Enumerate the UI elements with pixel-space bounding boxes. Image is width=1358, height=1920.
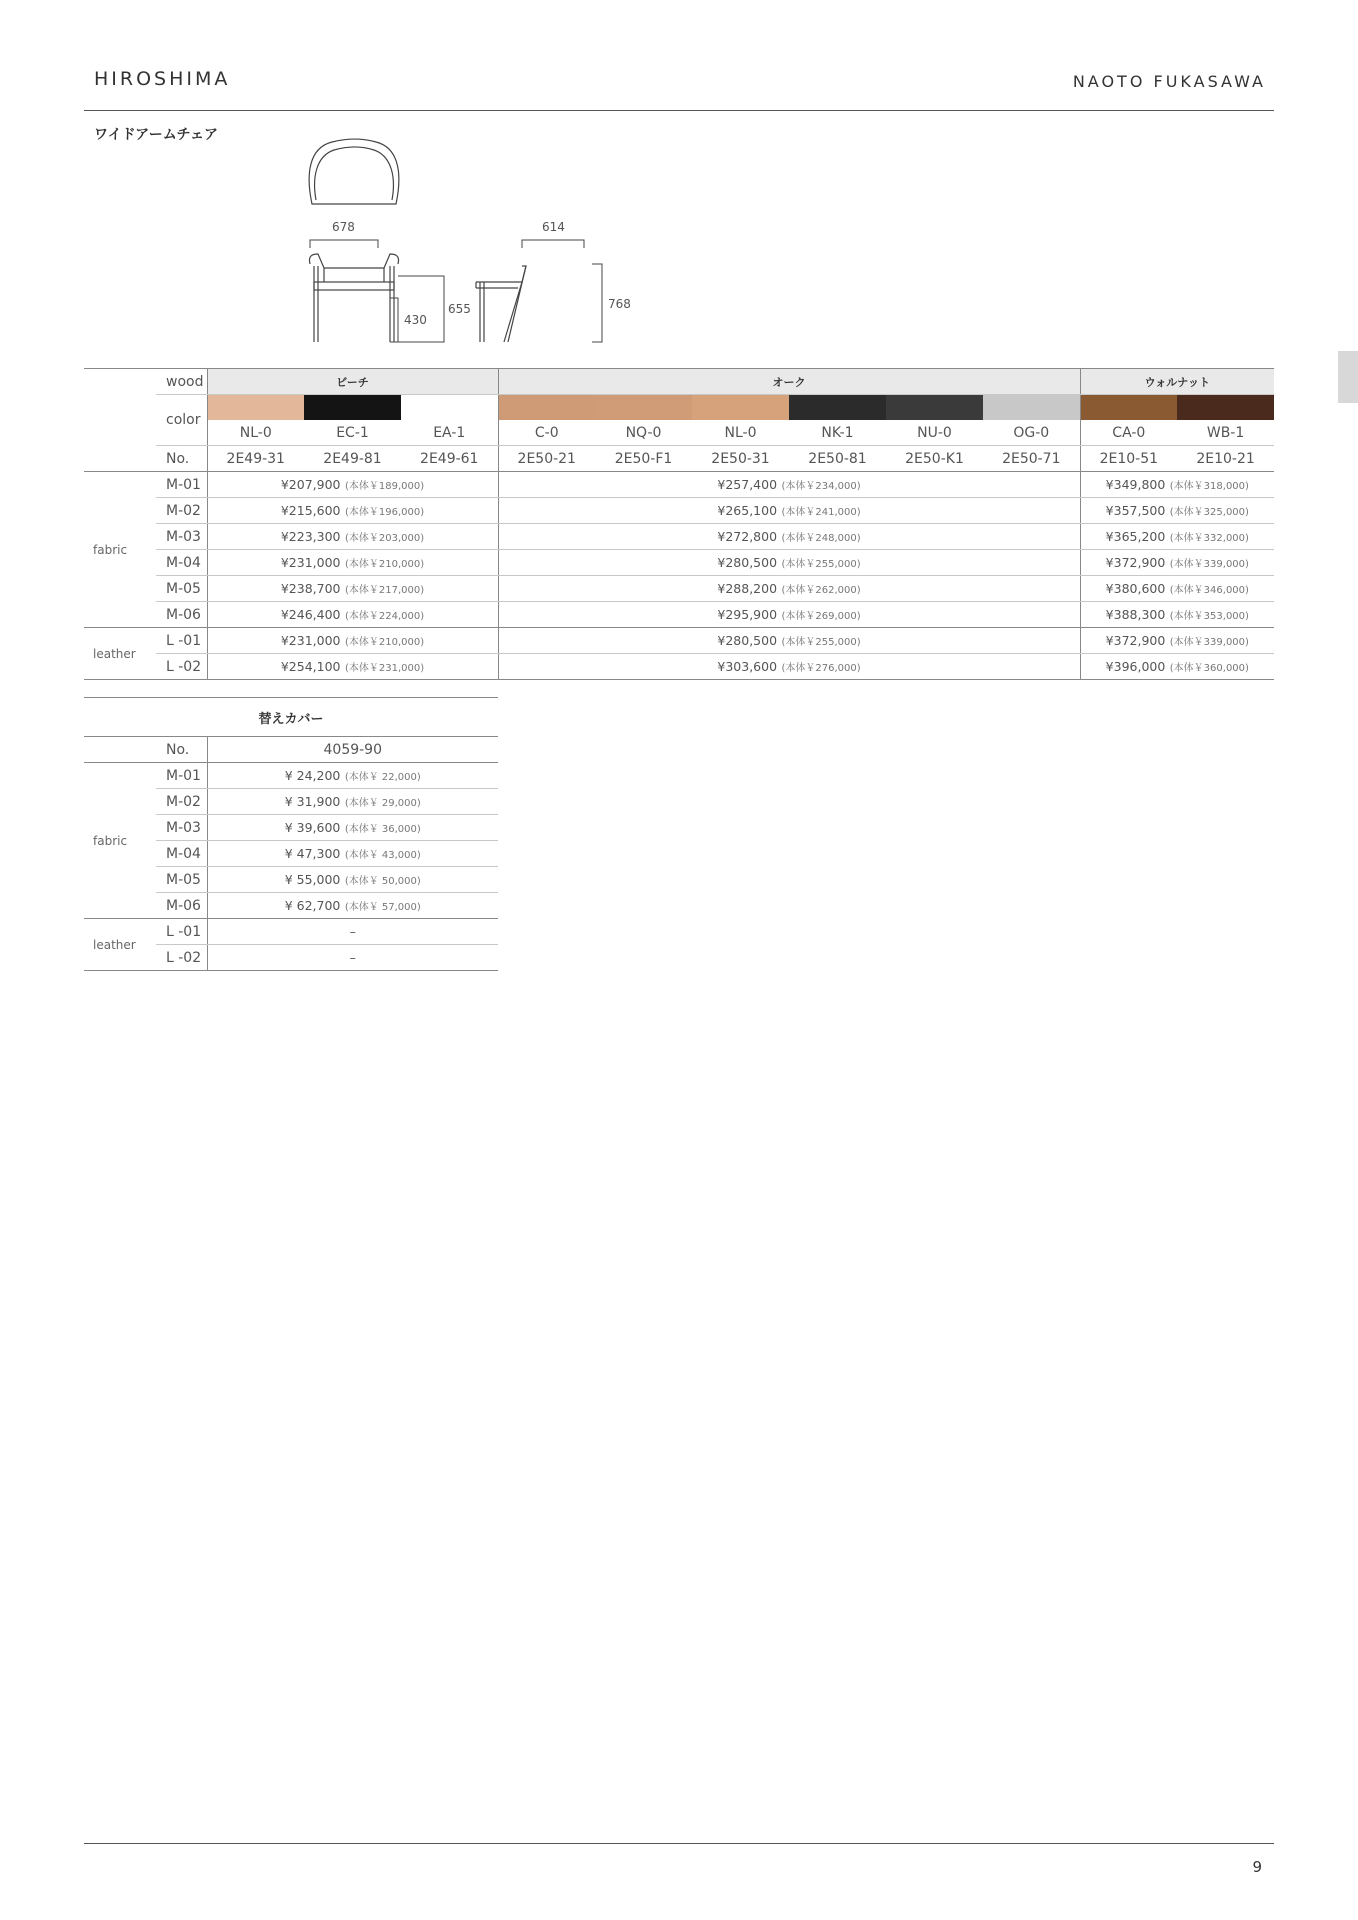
price-cell	[207, 763, 498, 789]
width-dim-label: 678	[332, 220, 355, 234]
swatch	[304, 395, 401, 421]
leather-category: leather	[84, 919, 156, 971]
fabric-category: fabric	[84, 763, 156, 919]
price: ¥223,300	[280, 528, 341, 544]
price-cell	[207, 576, 498, 602]
price-cell	[207, 498, 498, 524]
product-number: 2E50-21	[498, 446, 595, 472]
product-number: 2E10-21	[1177, 446, 1274, 472]
cover-title: 替えカバー	[84, 698, 498, 737]
depth-dim-label: 614	[542, 220, 565, 234]
price-excl-tax: (本体￥ 29,000)	[344, 797, 421, 809]
page-number: 9	[1252, 1858, 1262, 1876]
swatch	[1177, 395, 1274, 421]
price-excl-tax: (本体￥360,000)	[1169, 662, 1249, 674]
total-height-dimension	[592, 264, 602, 342]
price-cell	[498, 472, 1080, 498]
price-excl-tax: (本体￥196,000)	[344, 506, 425, 518]
price-cell	[207, 867, 498, 893]
color-code: NL-0	[692, 420, 789, 446]
price-cell	[498, 550, 1080, 576]
price-excl-tax: (本体￥189,000)	[344, 480, 425, 492]
price: ¥ 24,200	[284, 767, 341, 783]
price: ¥380,600	[1105, 580, 1166, 596]
wood-group-oak: オーク	[498, 369, 1080, 395]
price: ¥280,500	[717, 632, 778, 648]
price: ¥ 31,900	[284, 793, 341, 809]
upholstery-code: L -01	[156, 919, 207, 945]
product-number: 2E10-51	[1080, 446, 1177, 472]
product-number: 2E49-81	[304, 446, 401, 472]
price-cell	[1080, 498, 1274, 524]
price-excl-tax: (本体￥318,000)	[1169, 480, 1249, 492]
cover-number-corner	[84, 737, 156, 763]
price: ¥396,000	[1105, 658, 1166, 674]
price-cell	[1080, 576, 1274, 602]
price: ¥280,500	[717, 554, 778, 570]
chair-side-view	[476, 266, 526, 342]
price: ¥303,600	[717, 658, 778, 674]
price: ¥372,900	[1105, 632, 1166, 648]
price-cell	[498, 524, 1080, 550]
swatch	[983, 395, 1080, 421]
price-cell	[1080, 654, 1274, 680]
price: ¥215,600	[280, 502, 341, 518]
price-row	[84, 602, 1274, 628]
price: ¥272,800	[717, 528, 778, 544]
price-cell	[498, 498, 1080, 524]
brand-title: HIROSHIMA	[94, 68, 231, 90]
upholstery-code: M-06	[156, 602, 207, 628]
upholstery-code: M-02	[156, 498, 207, 524]
price-excl-tax: (本体￥269,000)	[781, 610, 861, 622]
price-rows	[84, 472, 1274, 680]
arm-height-label: 655	[448, 302, 471, 316]
price: ¥207,900	[280, 476, 341, 492]
cover-number: 4059-90	[207, 737, 498, 763]
price-cell	[207, 841, 498, 867]
price: ¥ 62,700	[284, 897, 341, 913]
price-row	[84, 628, 1274, 654]
price-cell	[1080, 628, 1274, 654]
number-corner	[84, 446, 156, 472]
product-name: ワイドアームチェア	[94, 127, 219, 143]
cover-number-row	[84, 737, 498, 763]
price-table	[84, 368, 1274, 680]
depth-dimension	[522, 240, 584, 248]
upholstery-code: M-03	[156, 524, 207, 550]
upholstery-code: M-02	[156, 789, 207, 815]
number-label: No.	[156, 446, 207, 472]
price-cell	[207, 945, 498, 971]
swatch	[207, 395, 304, 421]
price: ¥388,300	[1105, 606, 1166, 622]
price: ¥231,000	[280, 632, 341, 648]
total-height-label: 768	[608, 297, 631, 311]
swatch	[692, 395, 789, 421]
product-number: 2E50-81	[789, 446, 886, 472]
product-number: 2E50-31	[692, 446, 789, 472]
side-index-tab[interactable]	[1338, 351, 1358, 403]
product-number: 2E50-F1	[595, 446, 692, 472]
price-excl-tax: (本体￥217,000)	[344, 584, 425, 596]
price-cell	[1080, 472, 1274, 498]
price-cell	[207, 893, 498, 919]
price-cell	[498, 628, 1080, 654]
cover-row	[84, 763, 498, 789]
price: ¥ 55,000	[284, 871, 341, 887]
product-number: 2E49-61	[401, 446, 498, 472]
upholstery-code: M-01	[156, 472, 207, 498]
price: ¥265,100	[717, 502, 778, 518]
price-row	[84, 524, 1274, 550]
price-cell	[498, 654, 1080, 680]
price-excl-tax: (本体￥224,000)	[344, 610, 425, 622]
price-cell	[1080, 602, 1274, 628]
price: ¥295,900	[717, 606, 778, 622]
width-dimension	[310, 240, 378, 248]
price: ¥372,900	[1105, 554, 1166, 570]
price-cell	[207, 550, 498, 576]
height-dimensions	[390, 276, 444, 342]
wood-group-walnut: ウォルナット	[1080, 369, 1274, 395]
price-excl-tax: (本体￥255,000)	[781, 558, 861, 570]
upholstery-code: M-03	[156, 815, 207, 841]
chair-drawing	[300, 136, 640, 348]
number-row	[84, 446, 1274, 472]
color-code: NQ-0	[595, 420, 692, 446]
price-excl-tax: (本体￥262,000)	[781, 584, 861, 596]
color-code: NK-1	[789, 420, 886, 446]
designer-name: NAOTO FUKASAWA	[1072, 72, 1266, 91]
price-row	[84, 550, 1274, 576]
price: ¥231,000	[280, 554, 341, 570]
swatch-row	[84, 395, 1274, 421]
price: ¥357,500	[1105, 502, 1166, 518]
price-row	[84, 654, 1274, 680]
price: ¥254,100	[280, 658, 341, 674]
chair-front-view	[309, 254, 398, 342]
price-cell	[207, 472, 498, 498]
price-row	[84, 576, 1274, 602]
price: ¥349,800	[1105, 476, 1166, 492]
price-excl-tax: (本体￥234,000)	[781, 480, 861, 492]
color-code: NU-0	[886, 420, 983, 446]
price-excl-tax: (本体￥332,000)	[1169, 532, 1249, 544]
price-excl-tax: (本体￥276,000)	[781, 662, 861, 674]
product-number: 2E50-K1	[886, 446, 983, 472]
upholstery-code: M-06	[156, 893, 207, 919]
price-cell	[207, 524, 498, 550]
swatch	[595, 395, 692, 421]
chair-top-view	[309, 139, 399, 204]
price-excl-tax: (本体￥210,000)	[344, 636, 425, 648]
swatch	[789, 395, 886, 421]
price: ¥ 47,300	[284, 845, 341, 861]
price-excl-tax: (本体￥ 36,000)	[344, 823, 421, 835]
color-code: CA-0	[1080, 420, 1177, 446]
price-excl-tax: (本体￥353,000)	[1169, 610, 1249, 622]
price-excl-tax: (本体￥203,000)	[344, 532, 425, 544]
price-excl-tax: (本体￥241,000)	[781, 506, 861, 518]
cover-title-row	[84, 698, 498, 737]
price-excl-tax: (本体￥231,000)	[344, 662, 425, 674]
price: ¥257,400	[717, 476, 778, 492]
wood-row	[84, 369, 1274, 395]
swatch	[1080, 395, 1177, 421]
color-code: C-0	[498, 420, 595, 446]
leather-category: leather	[84, 628, 156, 680]
price-cell	[207, 789, 498, 815]
price-excl-tax: (本体￥248,000)	[781, 532, 861, 544]
price-excl-tax: (本体￥339,000)	[1169, 636, 1249, 648]
upholstery-code: M-05	[156, 867, 207, 893]
product-number: 2E50-71	[983, 446, 1080, 472]
price-excl-tax: (本体￥346,000)	[1169, 584, 1249, 596]
color-code: OG-0	[983, 420, 1080, 446]
fabric-category: fabric	[84, 472, 156, 628]
price-cell	[1080, 550, 1274, 576]
price: ¥365,200	[1105, 528, 1166, 544]
price-cell	[207, 654, 498, 680]
price-cell	[207, 919, 498, 945]
price-row	[84, 498, 1274, 524]
price-cell	[1080, 524, 1274, 550]
color-code: EA-1	[401, 420, 498, 446]
price: ¥ 39,600	[284, 819, 341, 835]
cover-table	[84, 697, 498, 971]
color-code-row	[84, 420, 1274, 446]
price-excl-tax: (本体￥ 22,000)	[344, 771, 421, 783]
upholstery-code: M-01	[156, 763, 207, 789]
cover-rows	[84, 763, 498, 971]
price-excl-tax: (本体￥ 50,000)	[344, 875, 421, 887]
color-code: EC-1	[304, 420, 401, 446]
price-excl-tax: (本体￥339,000)	[1169, 558, 1249, 570]
upholstery-code: M-04	[156, 550, 207, 576]
color-code: WB-1	[1177, 420, 1274, 446]
wood-group-beech: ビーチ	[207, 369, 498, 395]
upholstery-code: L -02	[156, 654, 207, 680]
price-cell	[498, 602, 1080, 628]
upholstery-code: L -01	[156, 628, 207, 654]
upholstery-code: M-04	[156, 841, 207, 867]
cover-row	[84, 919, 498, 945]
price: ¥288,200	[717, 580, 778, 596]
price-cell	[498, 576, 1080, 602]
header-divider	[84, 110, 1274, 111]
swatch	[401, 395, 498, 421]
price-excl-tax: (本体￥325,000)	[1169, 506, 1249, 518]
price: –	[349, 923, 356, 939]
price-excl-tax: (本体￥ 43,000)	[344, 849, 421, 861]
corner-cell	[84, 369, 156, 446]
footer-divider	[84, 1843, 1274, 1844]
seat-height-label: 430	[404, 313, 427, 327]
swatch	[886, 395, 983, 421]
price: ¥246,400	[280, 606, 341, 622]
color-label: color	[156, 395, 207, 446]
price-excl-tax: (本体￥255,000)	[781, 636, 861, 648]
price-cell	[207, 602, 498, 628]
price-excl-tax: (本体￥ 57,000)	[344, 901, 421, 913]
color-code: NL-0	[207, 420, 304, 446]
price: ¥238,700	[280, 580, 341, 596]
price: –	[349, 949, 356, 965]
price-cell	[207, 815, 498, 841]
upholstery-code: M-05	[156, 576, 207, 602]
price-excl-tax: (本体￥210,000)	[344, 558, 425, 570]
cover-number-label: No.	[156, 737, 207, 763]
swatch	[498, 395, 595, 421]
wood-label: wood	[156, 369, 207, 395]
product-number: 2E49-31	[207, 446, 304, 472]
price-cell	[207, 628, 498, 654]
upholstery-code: L -02	[156, 945, 207, 971]
price-row	[84, 472, 1274, 498]
